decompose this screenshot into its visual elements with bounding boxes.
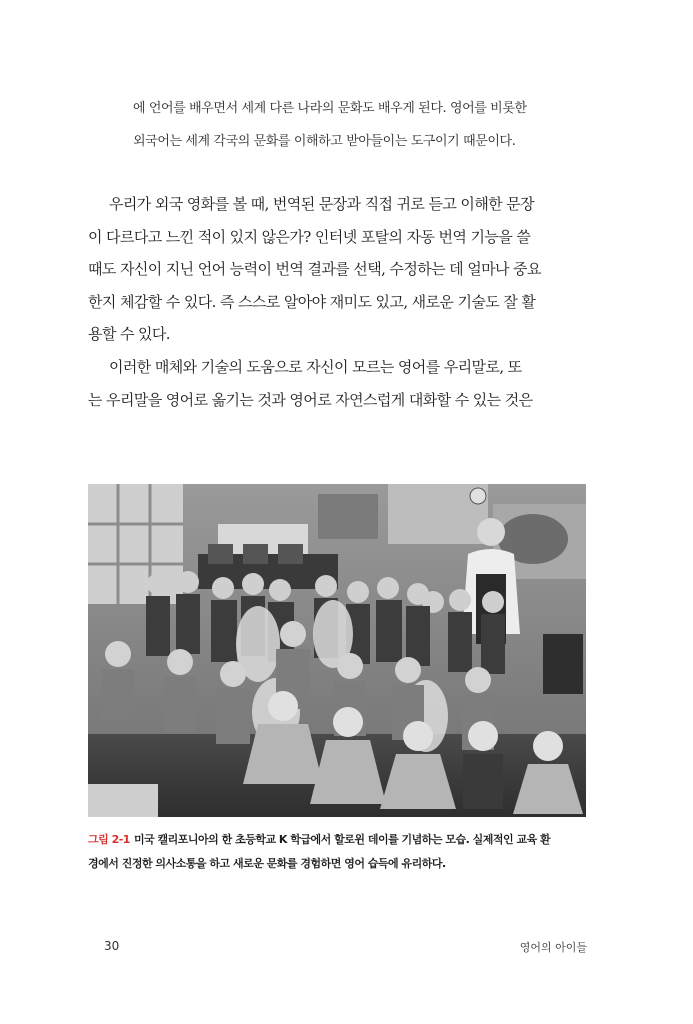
caption-line-1 [88,828,598,852]
paragraph-1-line-5: 용할 수 있다. [88,325,170,344]
figure-label: 그림 2-1 [88,833,130,846]
paragraph-1-line-2: 이 다르다고 느낀 적이 있지 않은가? 인터넷 포탈의 자동 번역 기능을 쓸 [88,227,531,246]
paragraph-1-line-1: 우리가 외국 영화를 볼 때, 번역된 문장과 직접 귀로 듣고 이해한 문장 [109,195,535,213]
classroom-photo-illustration [88,484,586,817]
caption-text-1: 미국 캘리포니아의 한 초등학교 K 학급에서 할로윈 데이를 기념하는 모습. 실제적인 교육 환 [133,833,551,846]
running-footer-title: 영어의 아이들 [519,941,587,954]
paragraph-1-line-4: 한지 체감할 수 있다. 즉 스스로 알아야 재미도 있고, 새로운 기술도 잘 활 [88,292,536,311]
paragraph-2-line-2: 는 우리말을 영어로 옮기는 것과 영어로 자연스럽게 대화할 수 있는 것은 [88,390,533,409]
body-text [88,188,598,416]
quote-line-2: 외국어는 세계 각국의 문화를 이해하고 받아들이는 도구이기 때문이다. [133,134,516,149]
paragraph-2-line-1: 이러한 매체와 기술의 도움으로 자신이 모르는 영어를 우리말로, 또 [109,357,522,376]
figure-caption [88,828,598,876]
caption-line-2: 경에서 진정한 의사소통을 하고 새로운 문화를 경험하면 영어 습득에 유리하다. [88,857,446,870]
quote-block [133,92,603,158]
quote-line-1: 에 언어를 배우면서 세계 다른 나라의 문화도 배우게 된다. 영어를 비롯한 [133,101,527,116]
page-number: 30 [104,939,120,953]
paragraph-1-line-3: 때도 자신이 지닌 언어 능력이 번역 결과를 선택, 수정하는 데 얼마나 중요 [88,260,541,279]
classroom-photo [88,484,586,817]
